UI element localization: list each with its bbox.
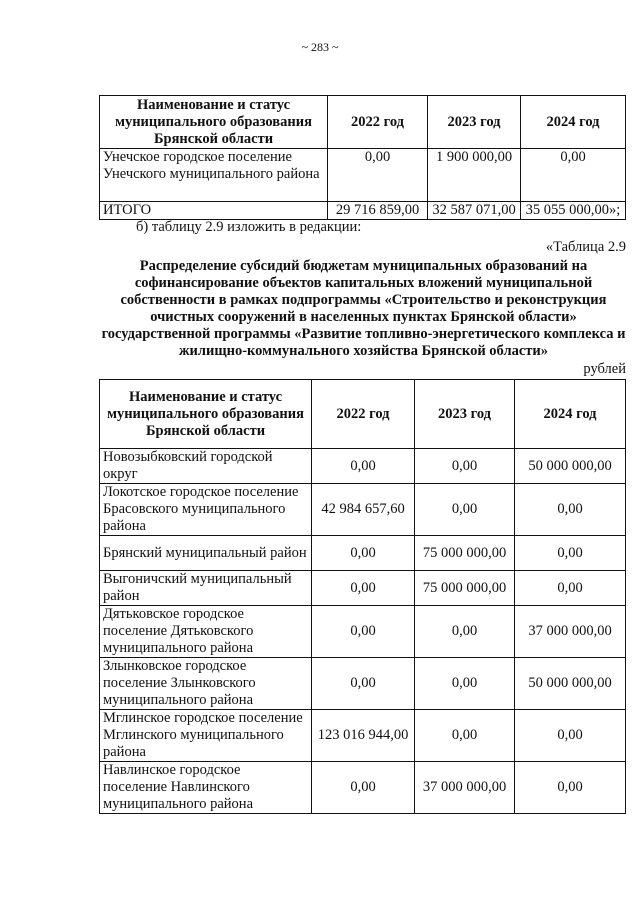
table-label: «Таблица 2.9 <box>545 239 626 255</box>
header-2023: 2023 год <box>428 96 521 149</box>
cell-municipality: Новозыбковский городской округ <box>100 449 312 484</box>
cell-2022: 0,00 <box>312 449 415 484</box>
table-row <box>100 449 626 484</box>
cell-2023: 0,00 <box>415 449 515 484</box>
cell-2024: 0,00 <box>515 536 626 571</box>
table-row <box>100 536 626 571</box>
cell-2022: 0,00 <box>312 606 415 658</box>
header-municipality: Наименование и статус муниципального образования Брянской области <box>100 380 312 449</box>
cell-2022: 0,00 <box>328 149 428 202</box>
cell-2022: 0,00 <box>312 658 415 710</box>
cell-municipality: Выгоничский муниципальный район <box>100 571 312 606</box>
table-header-row <box>100 96 626 149</box>
table-row <box>100 710 626 762</box>
header-2024: 2024 год <box>515 380 626 449</box>
cell-total-2023: 32 587 071,00 <box>428 202 521 220</box>
table-row <box>100 571 626 606</box>
cell-2024: 0,00 <box>515 710 626 762</box>
cell-2023: 0,00 <box>415 484 515 536</box>
cell-2023: 37 000 000,00 <box>415 762 515 814</box>
cell-municipality: Дятьковское городское поселение Дятьковского муниципального района <box>100 606 312 658</box>
cell-2023: 0,00 <box>415 606 515 658</box>
cell-2023: 75 000 000,00 <box>415 536 515 571</box>
header-municipality: Наименование и статус муниципального образования Брянской области <box>100 96 328 149</box>
cell-2022: 42 984 657,60 <box>312 484 415 536</box>
cell-total-2022: 29 716 859,00 <box>328 202 428 220</box>
cell-2024: 0,00 <box>515 762 626 814</box>
header-2022: 2022 год <box>312 380 415 449</box>
cell-2023: 75 000 000,00 <box>415 571 515 606</box>
table-municipal-subsidies-part <box>99 95 626 220</box>
intro-text: б) таблицу 2.9 изложить в редакции: <box>136 219 362 235</box>
cell-2024: 50 000 000,00 <box>515 449 626 484</box>
table-row <box>100 149 626 202</box>
header-2024: 2024 год <box>521 96 626 149</box>
cell-2022: 123 016 944,00 <box>312 710 415 762</box>
cell-2024: 0,00 <box>515 571 626 606</box>
cell-2024: 37 000 000,00 <box>515 606 626 658</box>
unit-label: рублей <box>583 361 626 377</box>
cell-2022: 0,00 <box>312 536 415 571</box>
cell-2022: 0,00 <box>312 571 415 606</box>
table-row <box>100 606 626 658</box>
cell-2023: 1 900 000,00 <box>428 149 521 202</box>
cell-2024: 0,00 <box>515 484 626 536</box>
cell-municipality: Навлинское городское поселение Навлинского муниципального района <box>100 762 312 814</box>
cell-2023: 0,00 <box>415 710 515 762</box>
page-number: ~ 283 ~ <box>301 40 339 54</box>
cell-municipality: Мглинское городское поселение Мглинского муниципального района <box>100 710 312 762</box>
table-header-row <box>100 380 626 449</box>
table-row <box>100 658 626 710</box>
cell-municipality: Унечское городское поселение Унечского муниципального района <box>100 149 328 202</box>
header-2023: 2023 год <box>415 380 515 449</box>
cell-municipality: Брянский муниципальный район <box>100 536 312 571</box>
header-2022: 2022 год <box>328 96 428 149</box>
cell-municipality: Злынковское городское поселение Злынковского муниципального района <box>100 658 312 710</box>
table-row <box>100 762 626 814</box>
cell-total-label: ИТОГО <box>100 202 328 220</box>
cell-municipality: Локотское городское поселение Брасовского муниципального района <box>100 484 312 536</box>
cell-total-2024: 35 055 000,00»; <box>521 202 626 220</box>
cell-2023: 0,00 <box>415 658 515 710</box>
table-row <box>100 484 626 536</box>
table-row-total <box>100 202 626 220</box>
table-2-9 <box>99 379 626 814</box>
cell-2022: 0,00 <box>312 762 415 814</box>
cell-2024: 50 000 000,00 <box>515 658 626 710</box>
table-caption: Распределение субсидий бюджетам муниципальных образований на софинансирование объектов капитальных вложений муниципальной собственности в рамках подпрограммы «Строительство и реконструкция очистных сооружений в населенных пунктах Брянской области» государственной программы «Развитие топливно-энергетического комплекса и жилищно-коммунального хозяйства Брянской области» <box>101 258 626 359</box>
cell-2024: 0,00 <box>521 149 626 202</box>
